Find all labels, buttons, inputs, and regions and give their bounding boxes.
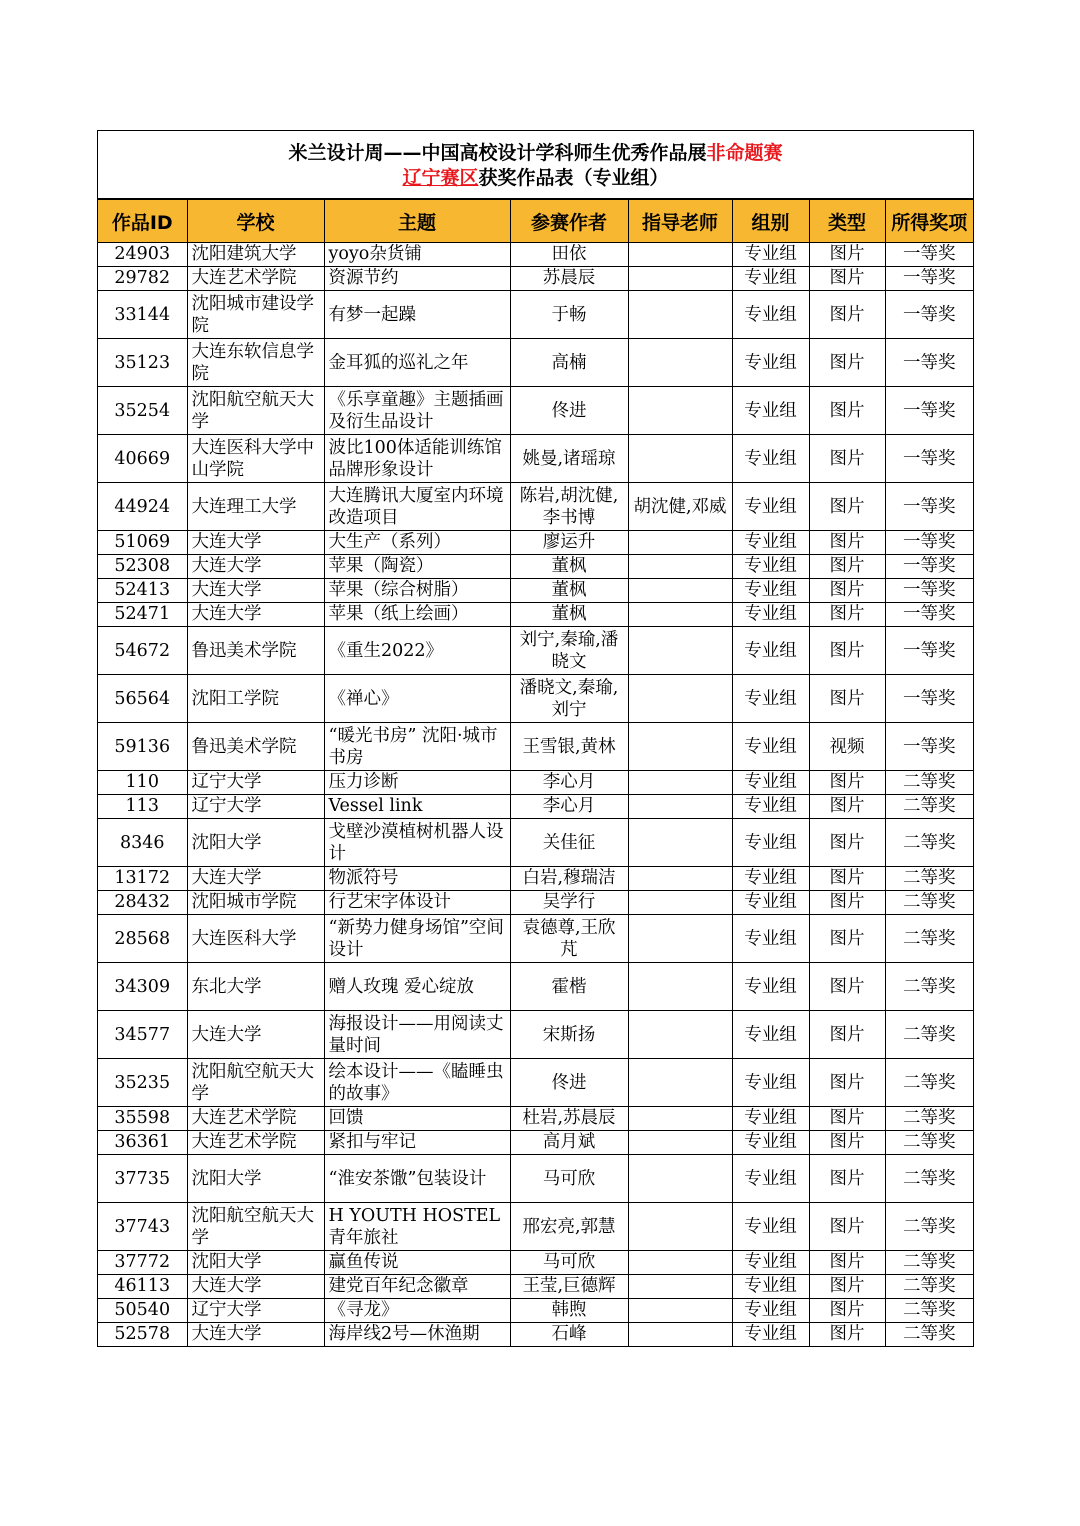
group-cell: 专业组 — [732, 963, 809, 1011]
teacher-cell — [628, 795, 732, 819]
id-cell: 50540 — [98, 1299, 187, 1323]
id-cell: 28568 — [98, 915, 187, 963]
id-cell: 34577 — [98, 1011, 187, 1059]
award-cell: 二等奖 — [885, 963, 973, 1011]
award-table — [98, 199, 973, 1346]
author-cell: 田依 — [510, 243, 628, 267]
teacher-cell — [628, 435, 732, 483]
topic-cell: 物派符号 — [324, 867, 510, 891]
id-cell: 37735 — [98, 1155, 187, 1203]
topic-cell: 有梦一起躁 — [324, 291, 510, 339]
group-cell: 专业组 — [732, 1011, 809, 1059]
type-cell: 图片 — [809, 531, 885, 555]
author-cell: 佟进 — [510, 387, 628, 435]
id-cell: 28432 — [98, 891, 187, 915]
award-cell: 二等奖 — [885, 915, 973, 963]
topic-cell: 大生产（系列） — [324, 531, 510, 555]
school-cell: 大连理工大学 — [187, 483, 324, 531]
id-cell: 113 — [98, 795, 187, 819]
table-row — [98, 675, 973, 723]
author-cell: 马可欣 — [510, 1251, 628, 1275]
id-cell: 33144 — [98, 291, 187, 339]
school-cell: 东北大学 — [187, 963, 324, 1011]
author-cell: 苏晨辰 — [510, 267, 628, 291]
group-cell: 专业组 — [732, 435, 809, 483]
topic-cell: H YOUTH HOSTEL青年旅社 — [324, 1203, 510, 1251]
teacher-cell — [628, 1155, 732, 1203]
award-cell: 一等奖 — [885, 579, 973, 603]
group-cell: 专业组 — [732, 603, 809, 627]
group-cell: 专业组 — [732, 867, 809, 891]
topic-cell: 资源节约 — [324, 267, 510, 291]
school-cell: 大连大学 — [187, 531, 324, 555]
teacher-cell — [628, 531, 732, 555]
type-cell: 图片 — [809, 435, 885, 483]
teacher-cell — [628, 771, 732, 795]
header-cell: 学校 — [187, 200, 324, 243]
award-cell: 二等奖 — [885, 819, 973, 867]
type-cell: 图片 — [809, 579, 885, 603]
id-cell: 52471 — [98, 603, 187, 627]
school-cell: 沈阳大学 — [187, 1155, 324, 1203]
school-cell: 沈阳建筑大学 — [187, 243, 324, 267]
group-cell: 专业组 — [732, 1107, 809, 1131]
teacher-cell — [628, 1011, 732, 1059]
type-cell: 图片 — [809, 1203, 885, 1251]
school-cell: 辽宁大学 — [187, 771, 324, 795]
group-cell: 专业组 — [732, 267, 809, 291]
award-cell: 一等奖 — [885, 339, 973, 387]
header-cell: 组别 — [732, 200, 809, 243]
header-cell: 所得奖项 — [885, 200, 973, 243]
topic-cell: 《乐享童趣》主题插画及衍生品设计 — [324, 387, 510, 435]
id-cell: 36361 — [98, 1131, 187, 1155]
school-cell: 大连大学 — [187, 579, 324, 603]
type-cell: 图片 — [809, 1275, 885, 1299]
author-cell: 李心月 — [510, 771, 628, 795]
topic-cell: 紧扣与牢记 — [324, 1131, 510, 1155]
author-cell: 韩煦 — [510, 1299, 628, 1323]
award-cell: 一等奖 — [885, 627, 973, 675]
id-cell: 35123 — [98, 339, 187, 387]
table-row — [98, 531, 973, 555]
topic-cell: 回馈 — [324, 1107, 510, 1131]
group-cell: 专业组 — [732, 1131, 809, 1155]
type-cell: 图片 — [809, 603, 885, 627]
topic-cell: 《禅心》 — [324, 675, 510, 723]
award-cell: 二等奖 — [885, 1251, 973, 1275]
type-cell: 图片 — [809, 627, 885, 675]
topic-cell: 波比100体适能训练馆品牌形象设计 — [324, 435, 510, 483]
award-cell: 二等奖 — [885, 1275, 973, 1299]
teacher-cell — [628, 891, 732, 915]
type-cell: 图片 — [809, 1155, 885, 1203]
award-cell: 二等奖 — [885, 1203, 973, 1251]
group-cell: 专业组 — [732, 1323, 809, 1347]
id-cell: 51069 — [98, 531, 187, 555]
author-cell: 李心月 — [510, 795, 628, 819]
id-cell: 24903 — [98, 243, 187, 267]
teacher-cell — [628, 1323, 732, 1347]
id-cell: 110 — [98, 771, 187, 795]
author-cell: 廖运升 — [510, 531, 628, 555]
award-cell: 二等奖 — [885, 1323, 973, 1347]
teacher-cell — [628, 291, 732, 339]
school-cell: 大连大学 — [187, 603, 324, 627]
topic-cell: 压力诊断 — [324, 771, 510, 795]
topic-cell: 赠人玫瑰 爱心绽放 — [324, 963, 510, 1011]
table-row — [98, 1251, 973, 1275]
topic-cell: 苹果（综合树脂） — [324, 579, 510, 603]
topic-cell: 海报设计——用阅读丈量时间 — [324, 1011, 510, 1059]
award-cell: 二等奖 — [885, 1155, 973, 1203]
award-cell: 二等奖 — [885, 1299, 973, 1323]
school-cell: 辽宁大学 — [187, 1299, 324, 1323]
type-cell: 图片 — [809, 891, 885, 915]
school-cell: 沈阳航空航天大学 — [187, 1059, 324, 1107]
group-cell: 专业组 — [732, 771, 809, 795]
table-row — [98, 1203, 973, 1251]
school-cell: 沈阳工学院 — [187, 675, 324, 723]
group-cell: 专业组 — [732, 795, 809, 819]
award-cell: 一等奖 — [885, 243, 973, 267]
topic-cell: 建党百年纪念徽章 — [324, 1275, 510, 1299]
type-cell: 图片 — [809, 267, 885, 291]
table-row — [98, 819, 973, 867]
teacher-cell — [628, 1107, 732, 1131]
author-cell: 高楠 — [510, 339, 628, 387]
award-cell: 一等奖 — [885, 435, 973, 483]
school-cell: 大连大学 — [187, 1011, 324, 1059]
author-cell: 袁德尊,王欣芃 — [510, 915, 628, 963]
id-cell: 8346 — [98, 819, 187, 867]
teacher-cell — [628, 627, 732, 675]
group-cell: 专业组 — [732, 291, 809, 339]
award-cell: 一等奖 — [885, 555, 973, 579]
type-cell: 图片 — [809, 915, 885, 963]
school-cell: 大连艺术学院 — [187, 1131, 324, 1155]
author-cell: 邢宏亮,郭慧 — [510, 1203, 628, 1251]
group-cell: 专业组 — [732, 1251, 809, 1275]
teacher-cell — [628, 339, 732, 387]
author-cell: 关佳征 — [510, 819, 628, 867]
teacher-cell — [628, 603, 732, 627]
topic-cell: 苹果（纸上绘画） — [324, 603, 510, 627]
teacher-cell — [628, 579, 732, 603]
id-cell: 29782 — [98, 267, 187, 291]
award-cell: 二等奖 — [885, 891, 973, 915]
group-cell: 专业组 — [732, 555, 809, 579]
author-cell: 佟进 — [510, 1059, 628, 1107]
region-highlight: 辽宁赛区 — [402, 167, 479, 189]
teacher-cell — [628, 723, 732, 771]
id-cell: 59136 — [98, 723, 187, 771]
table-row — [98, 627, 973, 675]
table-row — [98, 1107, 973, 1131]
author-cell: 杜岩,苏晨辰 — [510, 1107, 628, 1131]
topic-cell: 绘本设计——《瞌睡虫的故事》 — [324, 1059, 510, 1107]
award-cell: 一等奖 — [885, 387, 973, 435]
award-cell: 一等奖 — [885, 483, 973, 531]
table-row — [98, 795, 973, 819]
teacher-cell — [628, 819, 732, 867]
school-cell: 鲁迅美术学院 — [187, 723, 324, 771]
topic-cell: yoyo杂货铺 — [324, 243, 510, 267]
table-row — [98, 243, 973, 267]
school-cell: 沈阳城市建设学院 — [187, 291, 324, 339]
award-table-sheet — [97, 130, 974, 1347]
id-cell: 44924 — [98, 483, 187, 531]
type-cell: 图片 — [809, 1107, 885, 1131]
author-cell: 董枫 — [510, 555, 628, 579]
type-cell: 图片 — [809, 867, 885, 891]
table-row — [98, 1059, 973, 1107]
author-cell: 马可欣 — [510, 1155, 628, 1203]
type-cell: 图片 — [809, 1131, 885, 1155]
table-row — [98, 435, 973, 483]
table-row — [98, 771, 973, 795]
school-cell: 沈阳大学 — [187, 819, 324, 867]
teacher-cell — [628, 1059, 732, 1107]
type-cell: 图片 — [809, 243, 885, 267]
author-cell: 刘宁,秦瑜,潘晓文 — [510, 627, 628, 675]
table-row — [98, 1131, 973, 1155]
id-cell: 35235 — [98, 1059, 187, 1107]
teacher-cell: 胡沈健,邓威 — [628, 483, 732, 531]
author-cell: 姚曼,诸瑶琼 — [510, 435, 628, 483]
award-cell: 二等奖 — [885, 771, 973, 795]
school-cell: 沈阳大学 — [187, 1251, 324, 1275]
teacher-cell — [628, 1203, 732, 1251]
group-cell: 专业组 — [732, 1203, 809, 1251]
sheet-title — [98, 131, 973, 199]
school-cell: 大连医科大学 — [187, 915, 324, 963]
group-cell: 专业组 — [732, 387, 809, 435]
type-cell: 图片 — [809, 1251, 885, 1275]
school-cell: 大连大学 — [187, 555, 324, 579]
award-cell: 一等奖 — [885, 267, 973, 291]
author-cell: 宋斯扬 — [510, 1011, 628, 1059]
teacher-cell — [628, 867, 732, 891]
table-row — [98, 1275, 973, 1299]
id-cell: 54672 — [98, 627, 187, 675]
type-cell: 图片 — [809, 675, 885, 723]
teacher-cell — [628, 1131, 732, 1155]
school-cell: 辽宁大学 — [187, 795, 324, 819]
id-cell: 35598 — [98, 1107, 187, 1131]
award-cell: 一等奖 — [885, 723, 973, 771]
award-cell: 二等奖 — [885, 867, 973, 891]
table-row — [98, 1323, 973, 1347]
topic-cell: “暖光书房” 沈阳·城市书房 — [324, 723, 510, 771]
teacher-cell — [628, 1275, 732, 1299]
title-highlight: 非命题赛 — [706, 142, 783, 164]
award-cell: 二等奖 — [885, 1107, 973, 1131]
group-cell: 专业组 — [732, 1299, 809, 1323]
author-cell: 王莹,巨德辉 — [510, 1275, 628, 1299]
id-cell: 56564 — [98, 675, 187, 723]
author-cell: 王雪银,黄林 — [510, 723, 628, 771]
id-cell: 13172 — [98, 867, 187, 891]
type-cell: 图片 — [809, 1299, 885, 1323]
group-cell: 专业组 — [732, 1155, 809, 1203]
group-cell: 专业组 — [732, 483, 809, 531]
topic-cell: “淮安茶馓”包装设计 — [324, 1155, 510, 1203]
teacher-cell — [628, 1299, 732, 1323]
award-cell: 二等奖 — [885, 1059, 973, 1107]
school-cell: 大连东软信息学院 — [187, 339, 324, 387]
award-cell: 一等奖 — [885, 603, 973, 627]
table-row — [98, 579, 973, 603]
topic-cell: 戈壁沙漠植树机器人设计 — [324, 819, 510, 867]
header-cell: 指导老师 — [628, 200, 732, 243]
group-cell: 专业组 — [732, 915, 809, 963]
topic-cell: 行艺宋字体设计 — [324, 891, 510, 915]
award-cell: 二等奖 — [885, 1011, 973, 1059]
type-cell: 视频 — [809, 723, 885, 771]
type-cell: 图片 — [809, 1323, 885, 1347]
topic-cell: 金耳狐的巡礼之年 — [324, 339, 510, 387]
type-cell: 图片 — [809, 795, 885, 819]
group-cell: 专业组 — [732, 819, 809, 867]
type-cell: 图片 — [809, 291, 885, 339]
group-cell: 专业组 — [732, 723, 809, 771]
header-cell: 作品ID — [98, 200, 187, 243]
topic-cell: 大连腾讯大厦室内环境改造项目 — [324, 483, 510, 531]
school-cell: 大连大学 — [187, 867, 324, 891]
title-suffix: 获奖作品表（专业组） — [478, 167, 669, 189]
table-row — [98, 555, 973, 579]
id-cell: 52578 — [98, 1323, 187, 1347]
group-cell: 专业组 — [732, 891, 809, 915]
table-row — [98, 1155, 973, 1203]
id-cell: 35254 — [98, 387, 187, 435]
award-cell: 一等奖 — [885, 291, 973, 339]
table-row — [98, 963, 973, 1011]
school-cell: 鲁迅美术学院 — [187, 627, 324, 675]
teacher-cell — [628, 963, 732, 1011]
id-cell: 52308 — [98, 555, 187, 579]
topic-cell: 苹果（陶瓷） — [324, 555, 510, 579]
school-cell: 大连艺术学院 — [187, 1107, 324, 1131]
table-row — [98, 867, 973, 891]
type-cell: 图片 — [809, 771, 885, 795]
author-cell: 白岩,穆瑞洁 — [510, 867, 628, 891]
school-cell: 沈阳航空航天大学 — [187, 1203, 324, 1251]
group-cell: 专业组 — [732, 1275, 809, 1299]
award-cell: 一等奖 — [885, 531, 973, 555]
table-row — [98, 1011, 973, 1059]
type-cell: 图片 — [809, 339, 885, 387]
type-cell: 图片 — [809, 1011, 885, 1059]
table-row — [98, 387, 973, 435]
author-cell: 董枫 — [510, 603, 628, 627]
table-row — [98, 1299, 973, 1323]
type-cell: 图片 — [809, 387, 885, 435]
teacher-cell — [628, 267, 732, 291]
topic-cell: “新势力健身场馆”空间设计 — [324, 915, 510, 963]
author-cell: 吴学行 — [510, 891, 628, 915]
group-cell: 专业组 — [732, 339, 809, 387]
school-cell: 沈阳城市学院 — [187, 891, 324, 915]
teacher-cell — [628, 243, 732, 267]
type-cell: 图片 — [809, 963, 885, 1011]
school-cell: 大连大学 — [187, 1275, 324, 1299]
title-line-2 — [98, 166, 973, 191]
table-header-row — [98, 200, 973, 243]
table-row — [98, 891, 973, 915]
teacher-cell — [628, 675, 732, 723]
author-cell: 石峰 — [510, 1323, 628, 1347]
award-cell: 二等奖 — [885, 1131, 973, 1155]
teacher-cell — [628, 1251, 732, 1275]
teacher-cell — [628, 555, 732, 579]
id-cell: 46113 — [98, 1275, 187, 1299]
topic-cell: Vessel link — [324, 795, 510, 819]
group-cell: 专业组 — [732, 675, 809, 723]
header-cell: 主题 — [324, 200, 510, 243]
group-cell: 专业组 — [732, 627, 809, 675]
id-cell: 52413 — [98, 579, 187, 603]
author-cell: 陈岩,胡沈健,李书博 — [510, 483, 628, 531]
topic-cell: 赢鱼传说 — [324, 1251, 510, 1275]
id-cell: 37743 — [98, 1203, 187, 1251]
table-row — [98, 291, 973, 339]
header-cell: 类型 — [809, 200, 885, 243]
table-row — [98, 483, 973, 531]
school-cell: 大连医科大学中山学院 — [187, 435, 324, 483]
table-row — [98, 267, 973, 291]
author-cell: 董枫 — [510, 579, 628, 603]
table-row — [98, 915, 973, 963]
group-cell: 专业组 — [732, 243, 809, 267]
topic-cell: 海岸线2号—休渔期 — [324, 1323, 510, 1347]
title-line-1 — [98, 141, 973, 166]
group-cell: 专业组 — [732, 579, 809, 603]
type-cell: 图片 — [809, 819, 885, 867]
table-row — [98, 723, 973, 771]
id-cell: 40669 — [98, 435, 187, 483]
school-cell: 大连艺术学院 — [187, 267, 324, 291]
teacher-cell — [628, 387, 732, 435]
award-cell: 二等奖 — [885, 795, 973, 819]
topic-cell: 《寻龙》 — [324, 1299, 510, 1323]
author-cell: 于畅 — [510, 291, 628, 339]
school-cell: 大连大学 — [187, 1323, 324, 1347]
type-cell: 图片 — [809, 555, 885, 579]
header-cell: 参赛作者 — [510, 200, 628, 243]
type-cell: 图片 — [809, 1059, 885, 1107]
school-cell: 沈阳航空航天大学 — [187, 387, 324, 435]
teacher-cell — [628, 915, 732, 963]
table-row — [98, 339, 973, 387]
author-cell: 高月斌 — [510, 1131, 628, 1155]
table-row — [98, 603, 973, 627]
id-cell: 37772 — [98, 1251, 187, 1275]
group-cell: 专业组 — [732, 531, 809, 555]
group-cell: 专业组 — [732, 1059, 809, 1107]
type-cell: 图片 — [809, 483, 885, 531]
author-cell: 霍楷 — [510, 963, 628, 1011]
author-cell: 潘晓文,秦瑜,刘宁 — [510, 675, 628, 723]
id-cell: 34309 — [98, 963, 187, 1011]
title-prefix: 米兰设计周——中国高校设计学科师生优秀作品展 — [288, 142, 707, 164]
topic-cell: 《重生2022》 — [324, 627, 510, 675]
award-cell: 一等奖 — [885, 675, 973, 723]
